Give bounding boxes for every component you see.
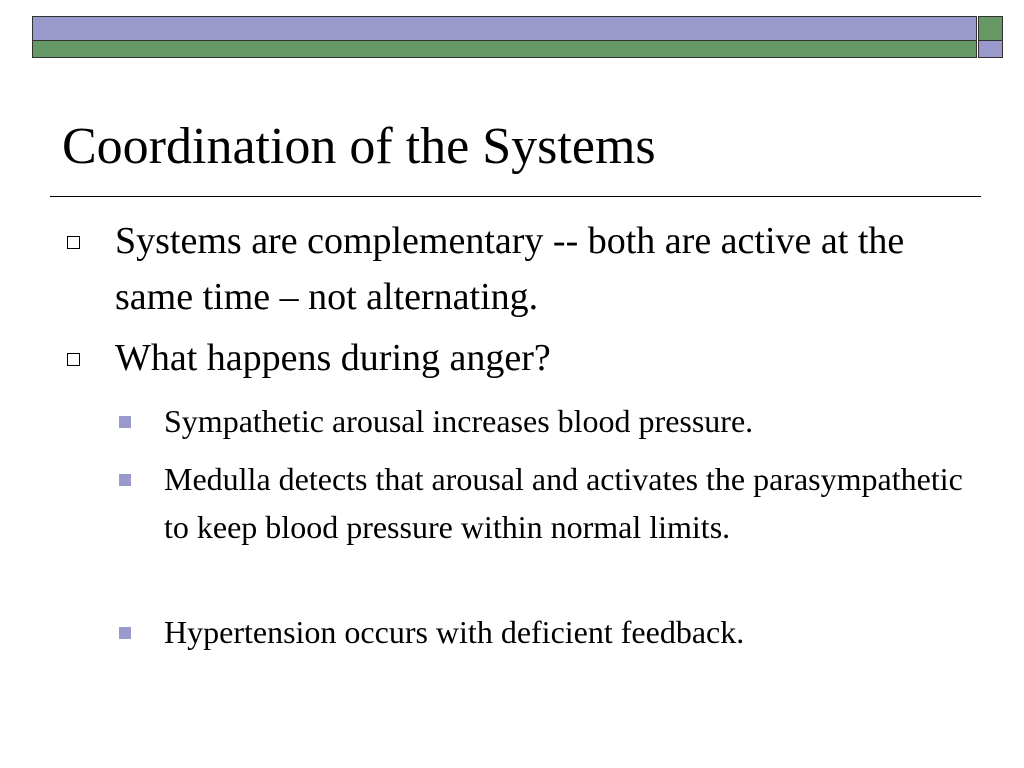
sub-bullet-text: Hypertension occurs with deficient feedback. <box>164 614 745 650</box>
banner-square-purple <box>978 40 1003 58</box>
filled-square-bullet-icon <box>119 627 131 639</box>
bullet-text: Systems are complementary -- both are active at the same time – not alternating. <box>115 220 905 318</box>
hollow-square-bullet-icon <box>67 236 80 249</box>
banner-band-green <box>32 40 977 58</box>
filled-square-bullet-icon <box>119 416 131 428</box>
slide-title: Coordination of the Systems <box>62 118 656 175</box>
sub-bullet-text: Medulla detects that arousal and activates the parasympathetic to keep blood pressure within normal limits. <box>164 461 963 545</box>
filled-square-bullet-icon <box>119 474 131 486</box>
banner-band-purple <box>32 16 977 40</box>
slide-header-banner <box>0 0 1024 60</box>
sub-bullet-text: Sympathetic arousal increases blood pressure. <box>164 403 754 439</box>
hollow-square-bullet-icon <box>67 353 80 366</box>
banner-square-green <box>978 16 1003 40</box>
title-divider <box>50 196 981 197</box>
bullet-text: What happens during anger? <box>115 337 551 379</box>
